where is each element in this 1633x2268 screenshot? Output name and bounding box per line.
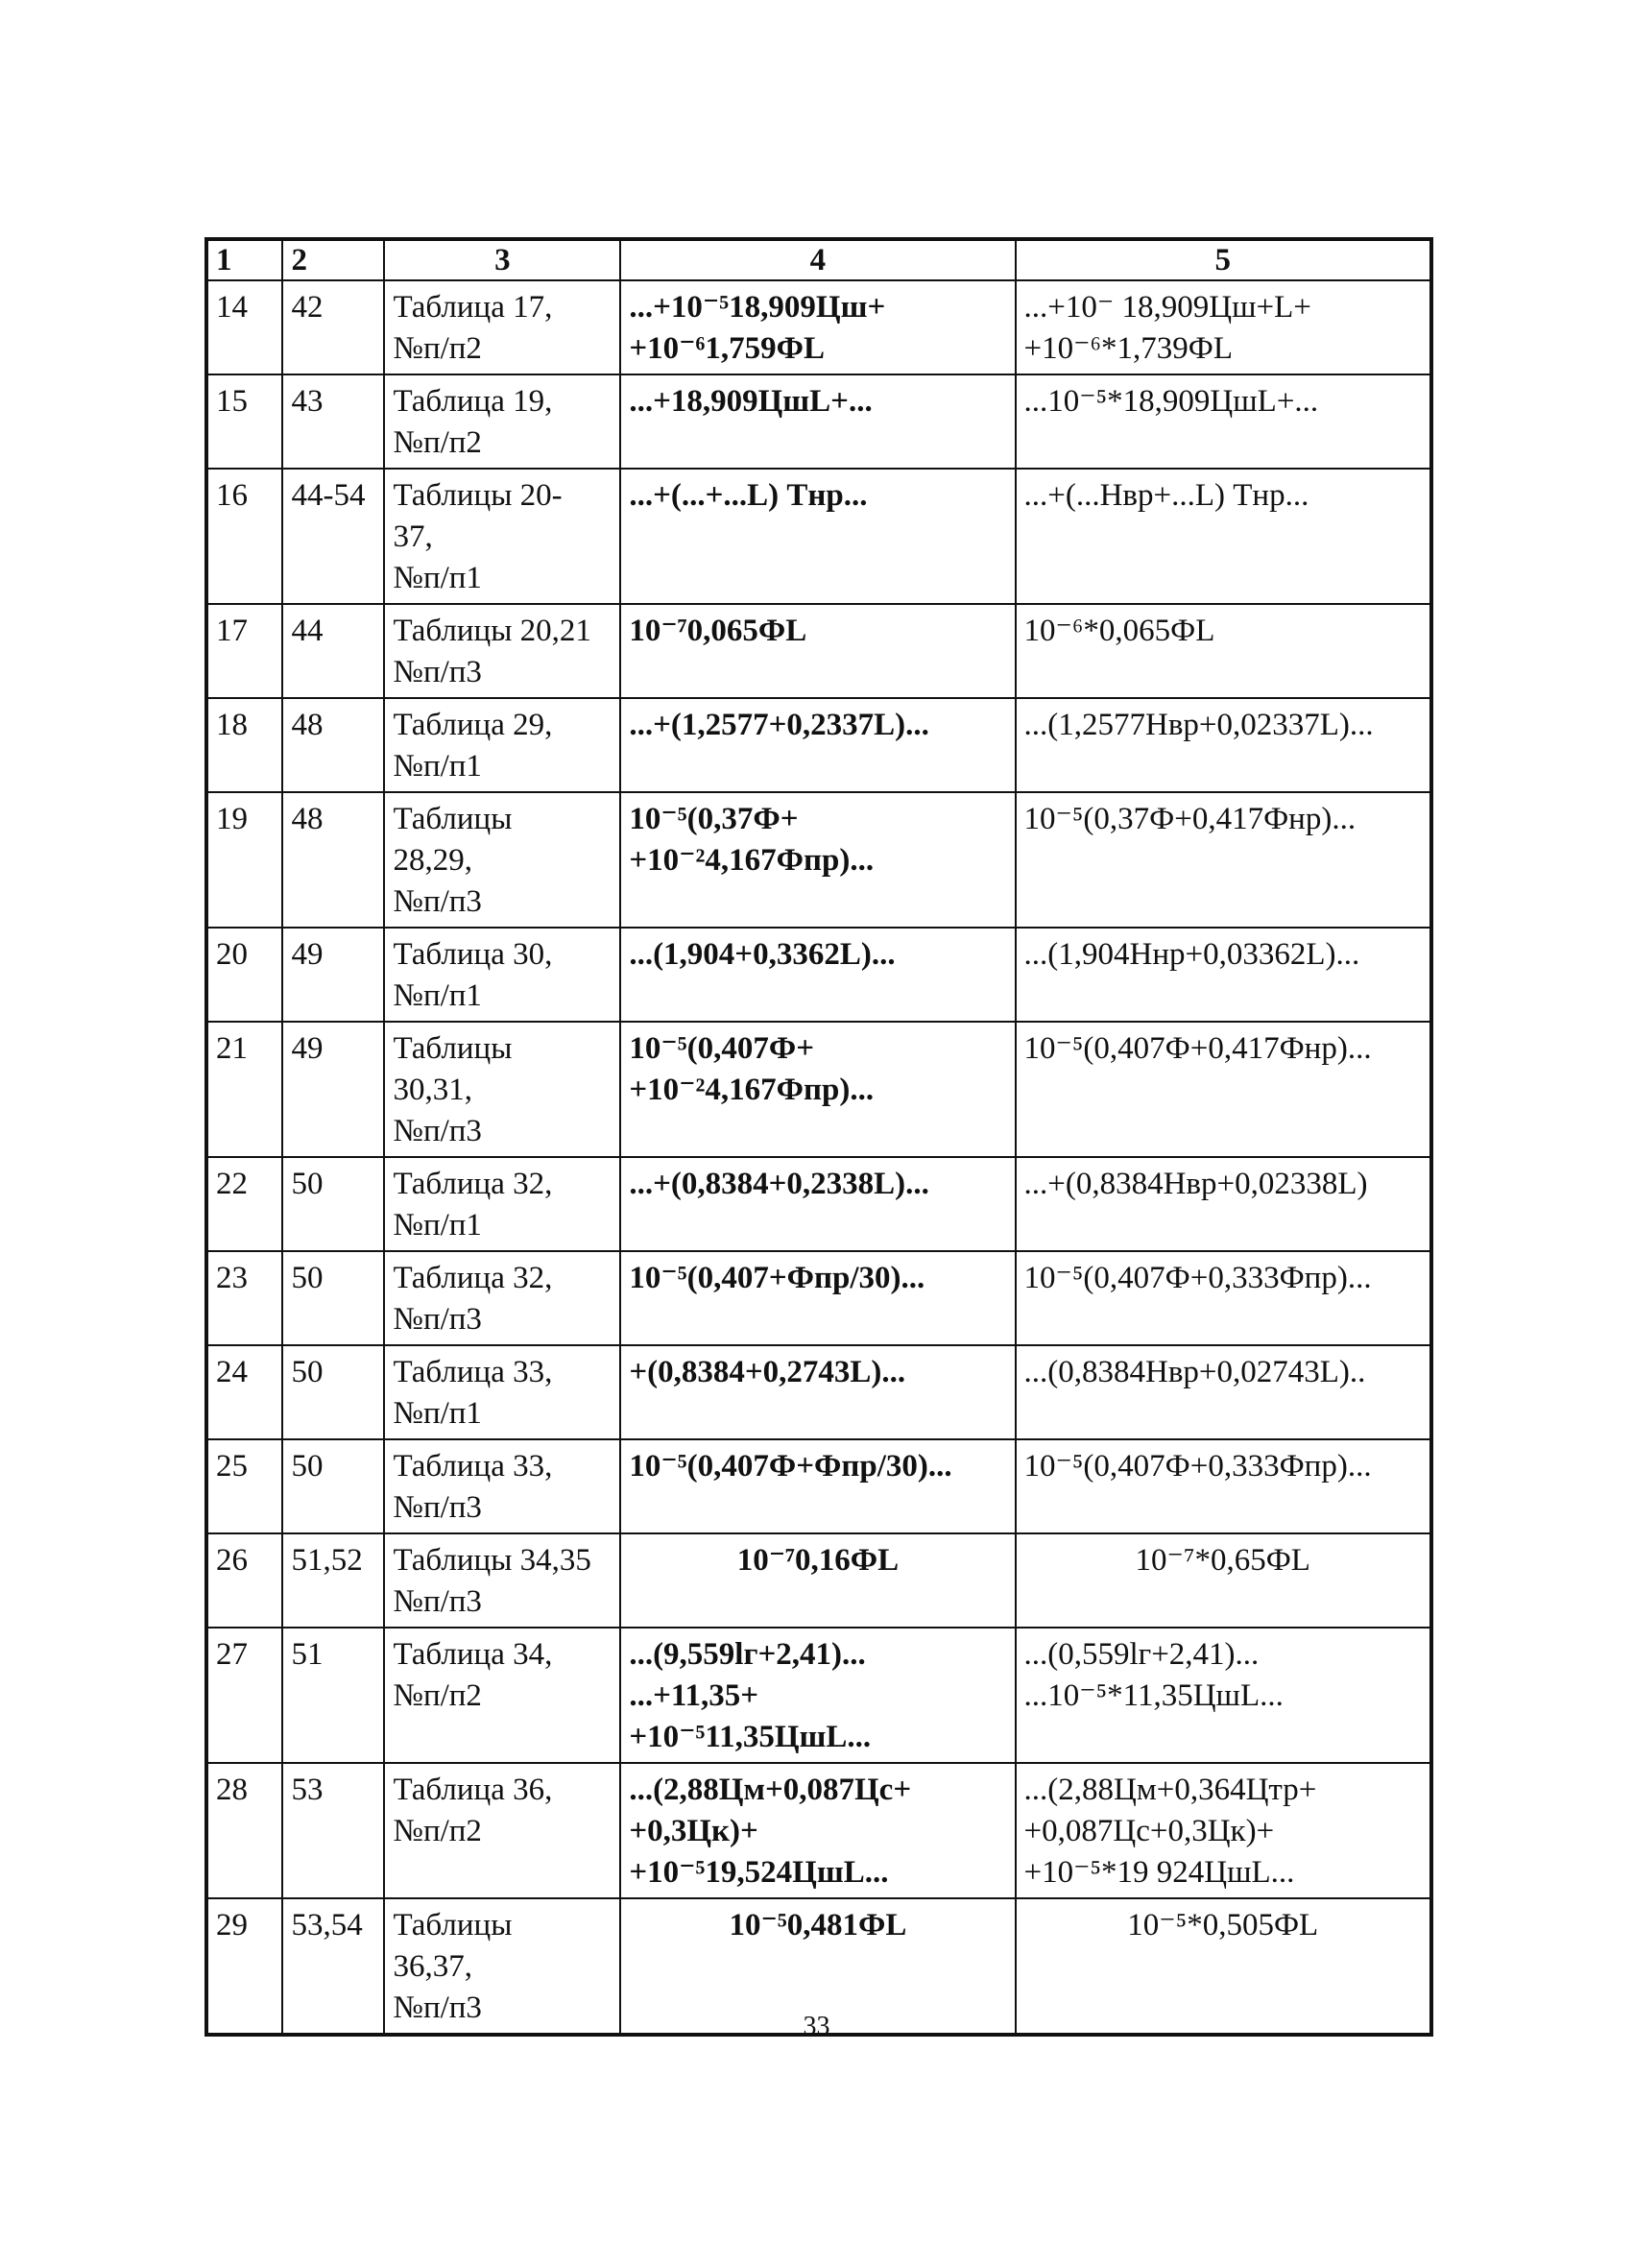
row-number-cell: 21 [206, 1022, 282, 1157]
page-cell: 53,54 [282, 1898, 384, 2035]
reference-cell [384, 928, 620, 1022]
row-number-cell: 20 [206, 928, 282, 1022]
table-row [206, 1251, 1431, 1345]
header-row [206, 239, 1431, 280]
was-printed-cell-line: 10⁻⁵(0,37Ф+ [629, 802, 799, 836]
should-read-cell [1016, 469, 1432, 604]
row-number-cell: 23 [206, 1251, 282, 1345]
table-row [206, 1439, 1431, 1533]
reference-cell-line: Таблица 32, [393, 1261, 553, 1295]
was-printed-cell [620, 698, 1015, 792]
was-printed-cell-line: ...+(...+...L) Тнр... [629, 478, 868, 513]
was-printed-cell-line: ...(2,88Цм+0,087Цс+ [629, 1773, 912, 1807]
reference-cell-line: Таблица 30, [393, 937, 553, 972]
was-printed-cell [620, 1533, 1015, 1628]
reference-cell-line: Таблица 36, [393, 1773, 553, 1807]
should-read-cell [1016, 928, 1432, 1022]
table-row [206, 1763, 1431, 1898]
was-printed-cell [620, 1251, 1015, 1345]
row-number-cell: 18 [206, 698, 282, 792]
was-printed-cell [620, 280, 1015, 374]
was-printed-cell-line: 10⁻⁷0,065ФL [629, 614, 807, 648]
table-row [206, 1628, 1431, 1763]
table-row [206, 698, 1431, 792]
was-printed-cell-line: +10⁻⁵11,35ЦшL... [629, 1720, 872, 1754]
reference-cell-line: Таблица 32, [393, 1167, 553, 1201]
was-printed-cell-line: 10⁻⁵(0,407Ф+ [629, 1031, 815, 1066]
should-read-cell [1016, 1345, 1432, 1439]
row-number-cell: 19 [206, 792, 282, 928]
page-cell: 50 [282, 1345, 384, 1439]
should-read-cell-line: ...(2,88Цм+0,364Цтр+ [1023, 1773, 1317, 1807]
row-number-cell: 25 [206, 1439, 282, 1533]
reference-cell [384, 1533, 620, 1628]
reference-cell-line: №п/п1 [393, 1208, 482, 1243]
should-read-cell [1016, 792, 1432, 928]
should-read-cell-line: 10⁻⁷*0,65ФL [1135, 1543, 1310, 1578]
reference-cell [384, 1439, 620, 1533]
should-read-cell [1016, 374, 1432, 469]
reference-cell-line: №п/п2 [393, 1814, 482, 1848]
was-printed-cell [620, 1628, 1015, 1763]
page-cell: 50 [282, 1251, 384, 1345]
header-cell-2: 2 [282, 239, 384, 280]
reference-cell-line: №п/п3 [393, 1991, 482, 2025]
was-printed-cell-line: +(0,8384+0,2743L)... [629, 1355, 906, 1389]
was-printed-cell-line: ...(9,559lг+2,41)... [629, 1637, 866, 1672]
table-row [206, 1157, 1431, 1251]
reference-cell-line: 30,31, [393, 1073, 472, 1107]
page-cell: 48 [282, 792, 384, 928]
row-number-cell: 16 [206, 469, 282, 604]
header-cell-4: 4 [620, 239, 1015, 280]
page-cell: 42 [282, 280, 384, 374]
was-printed-cell [620, 1022, 1015, 1157]
reference-cell [384, 1251, 620, 1345]
row-number-cell: 17 [206, 604, 282, 698]
reference-cell-line: №п/п1 [393, 1396, 482, 1431]
page-cell: 44-54 [282, 469, 384, 604]
should-read-cell-line: +10⁻⁵*19 924ЦшL... [1023, 1855, 1295, 1890]
should-read-cell [1016, 1022, 1432, 1157]
row-number-cell: 14 [206, 280, 282, 374]
reference-cell-line: 36,37, [393, 1949, 472, 1984]
page-cell: 44 [282, 604, 384, 698]
table-row [206, 1022, 1431, 1157]
reference-cell-line: №п/п2 [393, 425, 482, 460]
should-read-cell-line: 10⁻⁵(0,407Ф+0,333Фпр)... [1023, 1449, 1372, 1484]
header-cell-1: 1 [206, 239, 282, 280]
row-number-cell: 15 [206, 374, 282, 469]
should-read-cell-line: 10⁻⁵(0,407Ф+0,417Фнр)... [1023, 1031, 1372, 1066]
reference-cell-line: Таблицы [393, 802, 513, 836]
table-row [206, 469, 1431, 604]
was-printed-cell-line: ...+(1,2577+0,2337L)... [629, 708, 929, 742]
reference-cell [384, 1628, 620, 1763]
page-cell: 50 [282, 1439, 384, 1533]
reference-cell [384, 1763, 620, 1898]
should-read-cell-line: ...+(...Нвр+...L) Тнр... [1023, 478, 1309, 513]
was-printed-cell [620, 1439, 1015, 1533]
should-read-cell-line: ...10⁻⁵*18,909ЦшL+... [1023, 384, 1319, 419]
table-body [206, 280, 1431, 2035]
reference-cell-line: Таблица 29, [393, 708, 553, 742]
page-cell: 53 [282, 1763, 384, 1898]
table-header [206, 239, 1431, 280]
reference-cell-line: Таблицы 34,35 [393, 1543, 591, 1578]
reference-cell-line: Таблицы [393, 1031, 513, 1066]
header-cell-5: 5 [1016, 239, 1432, 280]
table-row [206, 1533, 1431, 1628]
reference-cell-line: 28,29, [393, 843, 472, 878]
row-number-cell: 24 [206, 1345, 282, 1439]
was-printed-cell-line: +10⁻⁶1,759ФL [629, 331, 826, 366]
reference-cell-line: №п/п1 [393, 978, 482, 1013]
was-printed-cell [620, 1345, 1015, 1439]
was-printed-cell-line: 10⁻⁵(0,407Ф+Фпр/30)... [629, 1449, 952, 1484]
page-cell: 51 [282, 1628, 384, 1763]
was-printed-cell [620, 1157, 1015, 1251]
reference-cell-line: №п/п3 [393, 1490, 482, 1525]
was-printed-cell-line: +10⁻²4,167Фпр)... [629, 843, 875, 878]
should-read-cell [1016, 1439, 1432, 1533]
should-read-cell [1016, 280, 1432, 374]
page-cell: 50 [282, 1157, 384, 1251]
reference-cell-line: 37, [393, 519, 433, 554]
reference-cell [384, 280, 620, 374]
reference-cell [384, 698, 620, 792]
row-number-cell: 29 [206, 1898, 282, 2035]
should-read-cell [1016, 1533, 1432, 1628]
should-read-cell-line: 10⁻⁶*0,065ФL [1023, 614, 1215, 648]
was-printed-cell [620, 604, 1015, 698]
should-read-cell [1016, 698, 1432, 792]
reference-cell-line: Таблица 33, [393, 1355, 553, 1389]
should-read-cell-line: 10⁻⁵*0,505ФL [1127, 1908, 1319, 1942]
should-read-cell [1016, 1251, 1432, 1345]
page-number: 33 [803, 2012, 830, 2041]
was-printed-cell [620, 928, 1015, 1022]
errata-table [204, 237, 1433, 2037]
was-printed-cell-line: +10⁻²4,167Фпр)... [629, 1073, 875, 1107]
should-read-cell-line: 10⁻⁵(0,407Ф+0,333Фпр)... [1023, 1261, 1372, 1295]
reference-cell-line: №п/п1 [393, 749, 482, 784]
reference-cell-line: №п/п2 [393, 331, 482, 366]
reference-cell-line: Таблица 34, [393, 1637, 553, 1672]
table-row [206, 374, 1431, 469]
row-number-cell: 28 [206, 1763, 282, 1898]
page-cell: 51,52 [282, 1533, 384, 1628]
table-row [206, 604, 1431, 698]
should-read-cell [1016, 1763, 1432, 1898]
reference-cell-line: Таблицы 20,21 [393, 614, 591, 648]
was-printed-cell-line: +10⁻⁵19,524ЦшL... [629, 1855, 889, 1890]
table-row [206, 792, 1431, 928]
should-read-cell-line: ...(0,8384Нвр+0,02743L).. [1023, 1355, 1366, 1389]
reference-cell-line: Таблицы 20- [393, 478, 563, 513]
page-cell: 48 [282, 698, 384, 792]
was-printed-cell [620, 792, 1015, 928]
was-printed-cell-line: 10⁻⁵0,481ФL [729, 1908, 907, 1942]
reference-cell-line: Таблица 19, [393, 384, 553, 419]
table-row [206, 280, 1431, 374]
reference-cell-line: №п/п1 [393, 561, 482, 595]
was-printed-cell-line: 10⁻⁵(0,407+Фпр/30)... [629, 1261, 925, 1295]
page-cell: 43 [282, 374, 384, 469]
should-read-cell-line: ...(0,559lг+2,41)... [1023, 1637, 1260, 1672]
should-read-cell-line: +0,087Цс+0,3Цк)+ [1023, 1814, 1275, 1848]
should-read-cell [1016, 604, 1432, 698]
should-read-cell-line: ...10⁻⁵*11,35ЦшL... [1023, 1678, 1284, 1713]
should-read-cell [1016, 1628, 1432, 1763]
should-read-cell-line: ...(1,2577Нвр+0,02337L)... [1023, 708, 1374, 742]
reference-cell-line: №п/п2 [393, 1678, 482, 1713]
was-printed-cell [620, 374, 1015, 469]
was-printed-cell [620, 469, 1015, 604]
reference-cell [384, 374, 620, 469]
reference-cell-line: Таблица 33, [393, 1449, 553, 1484]
reference-cell [384, 1345, 620, 1439]
reference-cell-line: №п/п3 [393, 655, 482, 689]
should-read-cell-line: ...+(0,8384Нвр+0,02338L) [1023, 1167, 1368, 1201]
reference-cell-line: Таблицы [393, 1908, 513, 1942]
should-read-cell-line: +10⁻⁶*1,739ФL [1023, 331, 1234, 366]
table-row [206, 1345, 1431, 1439]
should-read-cell-line: ...(1,904Ннр+0,03362L)... [1023, 937, 1360, 972]
reference-cell [384, 1022, 620, 1157]
row-number-cell: 22 [206, 1157, 282, 1251]
reference-cell [384, 1157, 620, 1251]
reference-cell [384, 792, 620, 928]
was-printed-cell-line: ...+10⁻⁵18,909Цш+ [629, 290, 886, 325]
was-printed-cell [620, 1763, 1015, 1898]
page-cell: 49 [282, 928, 384, 1022]
should-read-cell [1016, 1157, 1432, 1251]
reference-cell-line: №п/п3 [393, 1584, 482, 1619]
reference-cell-line: №п/п3 [393, 884, 482, 919]
reference-cell [384, 604, 620, 698]
header-cell-3: 3 [384, 239, 620, 280]
was-printed-cell-line: ...+11,35+ [629, 1678, 759, 1713]
row-number-cell: 27 [206, 1628, 282, 1763]
reference-cell-line: Таблица 17, [393, 290, 553, 325]
reference-cell-line: №п/п3 [393, 1302, 482, 1337]
should-read-cell-line: ...+10⁻ 18,909Цш+L+ [1023, 290, 1311, 325]
should-read-cell-line: 10⁻⁵(0,37Ф+0,417Фнр)... [1023, 802, 1357, 836]
was-printed-cell-line: 10⁻⁷0,16ФL [736, 1543, 900, 1578]
reference-cell [384, 469, 620, 604]
row-number-cell: 26 [206, 1533, 282, 1628]
reference-cell-line: №п/п3 [393, 1114, 482, 1148]
was-printed-cell-line: ...+18,909ЦшL+... [629, 384, 873, 419]
table-row [206, 928, 1431, 1022]
was-printed-cell-line: ...(1,904+0,3362L)... [629, 937, 896, 972]
page-cell: 49 [282, 1022, 384, 1157]
was-printed-cell-line: +0,3Цк)+ [629, 1814, 758, 1848]
was-printed-cell-line: ...+(0,8384+0,2338L)... [629, 1167, 929, 1201]
